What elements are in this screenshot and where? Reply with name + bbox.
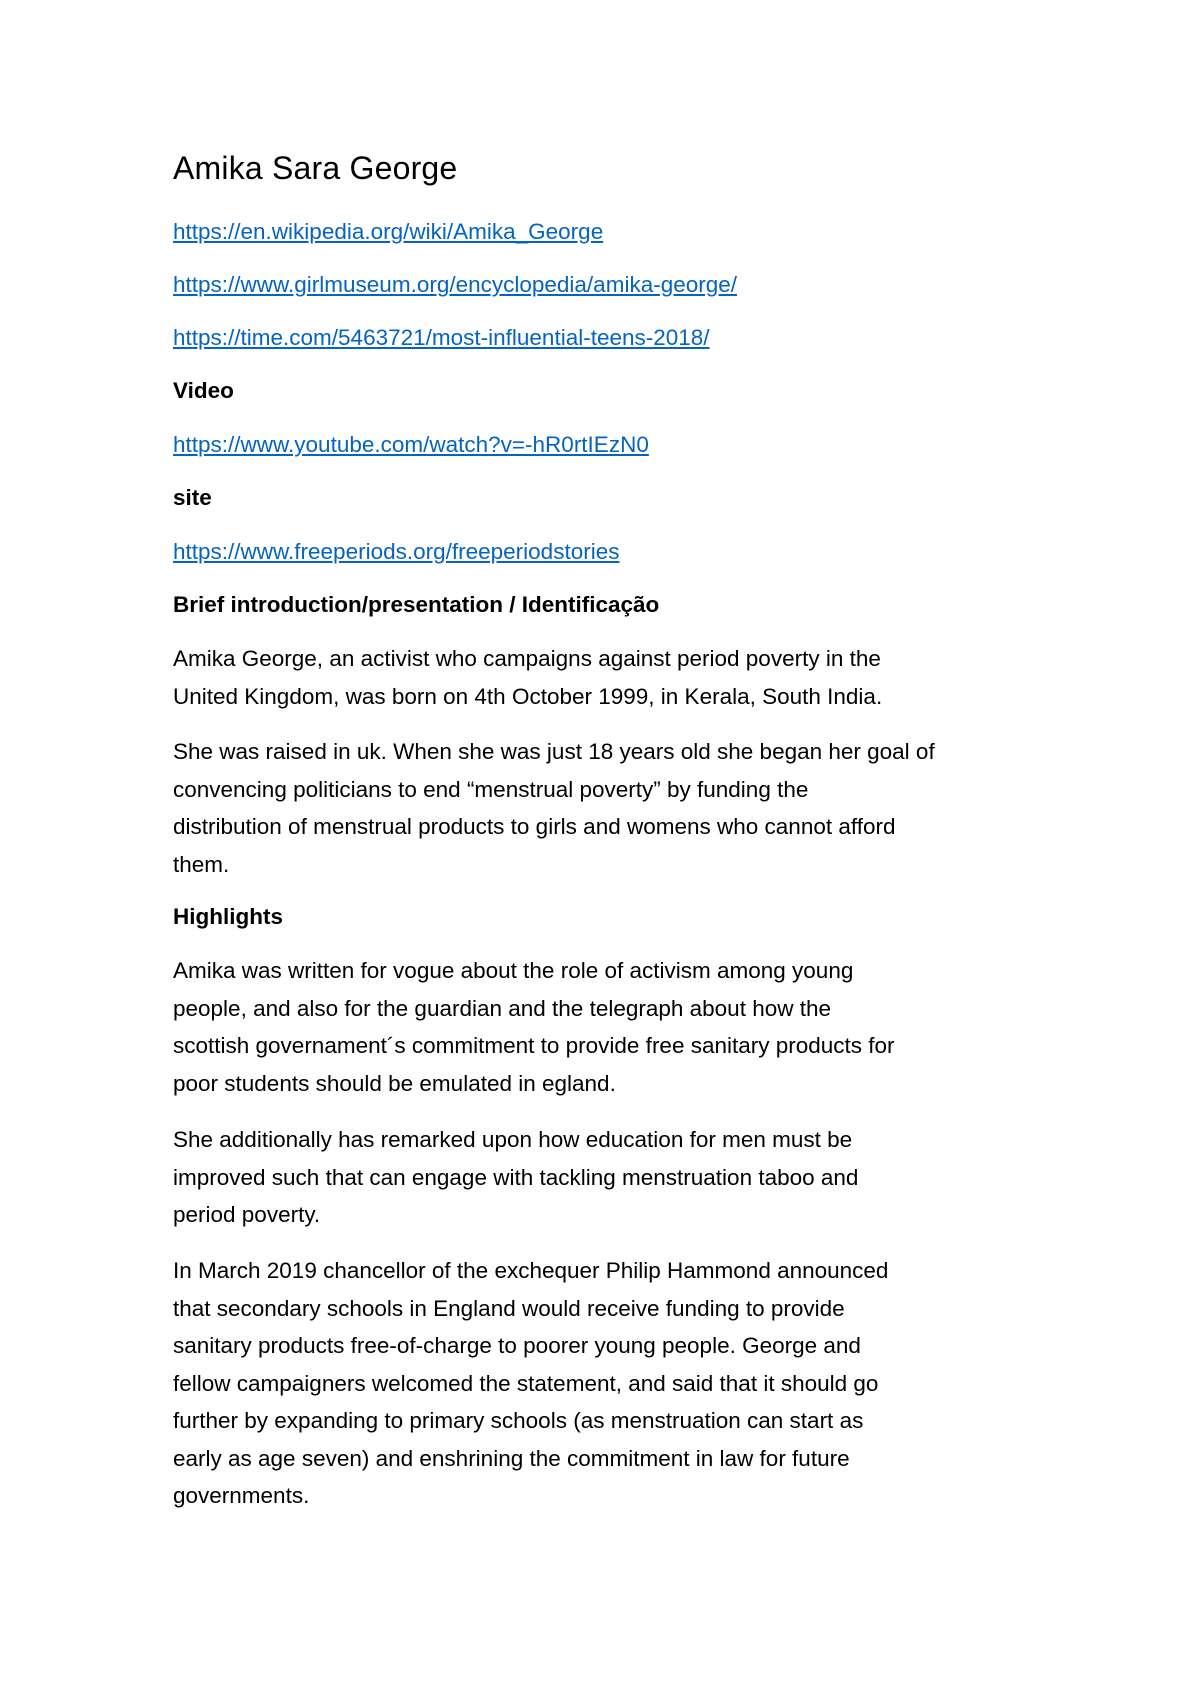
reference-link-time[interactable]: https://time.com/5463721/most-influential-teens-2018/ bbox=[173, 325, 710, 350]
paragraph-line: period poverty. bbox=[173, 1202, 321, 1227]
reference-link-girlmuseum-line bbox=[173, 270, 737, 300]
paragraph-line: that secondary schools in England would receive funding to provide bbox=[173, 1295, 845, 1321]
site-label: site bbox=[173, 485, 212, 510]
paragraph-line: In March 2019 chancellor of the exchequer Philip Hammond announced bbox=[173, 1258, 889, 1283]
paragraph-line: sanitary products free-of-charge to poorer young people. George and bbox=[173, 1333, 861, 1358]
intro-paragraph-1 bbox=[173, 640, 882, 715]
paragraph-line: governments. bbox=[173, 1483, 310, 1508]
intro-paragraph-2 bbox=[173, 733, 935, 883]
paragraph-line: Amika was written for vogue about the role of activism among young bbox=[173, 958, 854, 983]
reference-link-girlmuseum[interactable]: https://www.girlmuseum.org/encyclopedia/amika-george/ bbox=[173, 272, 738, 297]
highlights-paragraph-3 bbox=[173, 1252, 888, 1515]
site-link-line bbox=[173, 537, 619, 567]
video-link-line bbox=[173, 430, 649, 460]
highlights-paragraph-2 bbox=[173, 1121, 858, 1234]
paragraph-line: distribution of menstrual products to girls and womens who cannot afford bbox=[173, 814, 896, 839]
reference-link-wikipedia[interactable]: https://en.wikipedia.org/wiki/Amika_George bbox=[173, 219, 604, 244]
paragraph-line: fellow campaigners welcomed the statement, and said that it should go bbox=[173, 1370, 879, 1396]
paragraph-line: them. bbox=[173, 851, 230, 877]
video-label: Video bbox=[173, 378, 234, 403]
paragraph-line: scottish governament´s commitment to provide free sanitary products for bbox=[173, 1033, 895, 1058]
video-link[interactable]: https://www.youtube.com/watch?v=-hR0rtIEzN0 bbox=[173, 432, 649, 457]
site-link[interactable]: https://www.freeperiods.org/freeperiodstories bbox=[173, 539, 620, 564]
paragraph-line: further by expanding to primary schools (as menstruation can start as bbox=[173, 1408, 864, 1433]
paragraph-line: improved such that can engage with tackling menstruation taboo and bbox=[173, 1164, 859, 1190]
paragraph-line: United Kingdom, was born on 4th October 1999, in Kerala, South India. bbox=[173, 683, 883, 709]
document-title: Amika Sara George bbox=[173, 150, 458, 186]
reference-link-wikipedia-line bbox=[173, 217, 603, 247]
highlights-heading: Highlights bbox=[173, 904, 283, 929]
paragraph-line: poor students should be emulated in egland. bbox=[173, 1070, 616, 1096]
highlights-paragraph-1 bbox=[173, 952, 895, 1102]
paragraph-line: She was raised in uk. When she was just 18 years old she began her goal of bbox=[173, 739, 935, 764]
paragraph-line: early as age seven) and enshrining the commitment in law for future bbox=[173, 1445, 850, 1471]
paragraph-line: convencing politicians to end “menstrual poverty” by funding the bbox=[173, 776, 809, 802]
reference-link-time-line bbox=[173, 323, 710, 353]
paragraph-line: Amika George, an activist who campaigns against period poverty in the bbox=[173, 646, 881, 671]
intro-heading: Brief introduction/presentation / Identificação bbox=[173, 592, 660, 617]
paragraph-line: She additionally has remarked upon how education for men must be bbox=[173, 1127, 853, 1152]
paragraph-line: people, and also for the guardian and the telegraph about how the bbox=[173, 995, 832, 1021]
